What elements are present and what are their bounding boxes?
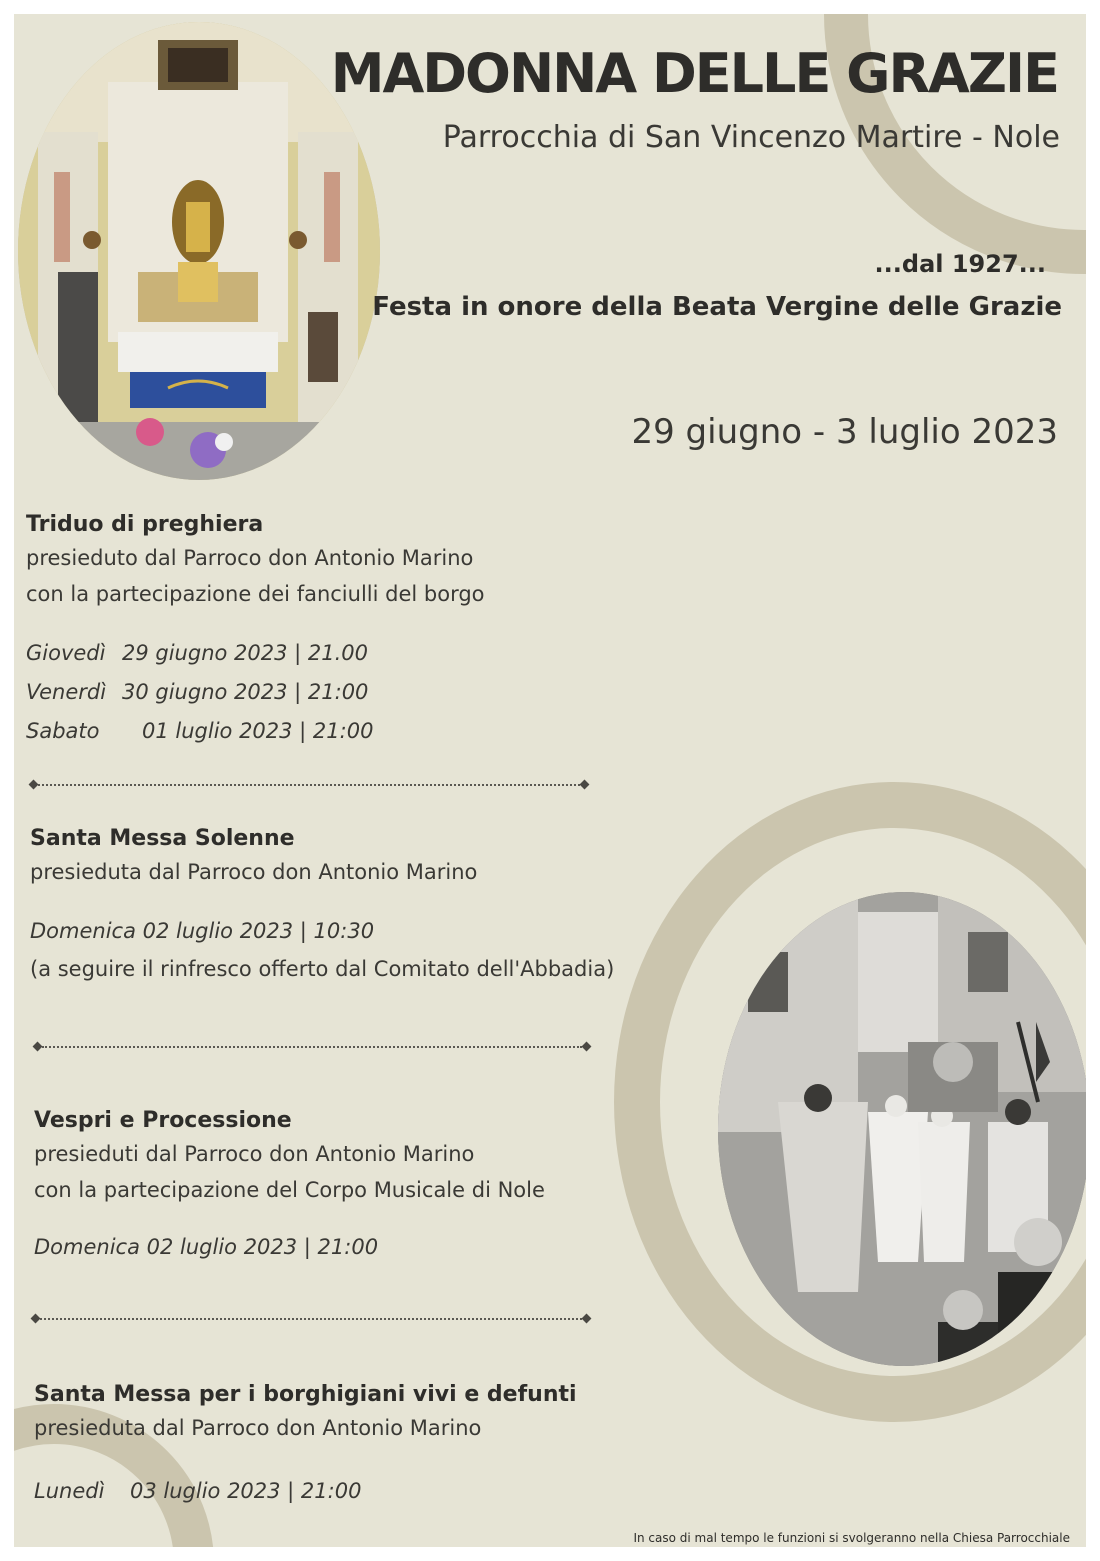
section-line: presieduta dal Parroco don Antonio Marino [30,860,478,884]
event-dates: 29 giugno - 3 luglio 2023 [631,412,1058,452]
schedule [34,1228,674,1267]
schedule-row [30,912,670,951]
dotted-divider [34,1042,590,1052]
section-line: presieduti dal Parroco don Antonio Marino [34,1142,475,1166]
schedule-row [26,673,666,712]
schedule-row [26,712,666,751]
schedule [34,1472,674,1511]
festa-heading: Festa in onore della Beata Vergine delle Grazie [372,292,1062,322]
schedule-date: Domenica 02 luglio 2023 | 10:30 [30,919,375,943]
schedule-date: Domenica 02 luglio 2023 | 21:00 [34,1235,379,1259]
parish-subtitle: Parrocchia di San Vincenzo Martire - Nole [442,120,1060,155]
schedule [26,634,666,751]
schedule-date: 01 luglio 2023 | 21:00 [142,719,374,743]
schedule-day: Giovedì [26,641,106,665]
footer-note: In caso di mal tempo le funzioni si svolgeranno nella Chiesa Parrocchiale [633,1531,1070,1545]
section-line: con la partecipazione del Corpo Musicale di Nole [34,1178,545,1202]
poster [14,14,1086,1547]
section-title: Triduo di preghiera [26,512,264,537]
schedule-day: Venerdì [26,680,107,704]
dotted-divider [32,1314,590,1324]
section-line: presieduta dal Parroco don Antonio Marino [34,1416,482,1440]
section-santa-messa-borghigiani [34,1380,674,1511]
section-note: (a seguire il rinfresco offerto dal Comitato dell'Abbadia) [30,957,615,981]
page-title: MADONNA DELLE GRAZIE [330,42,1058,105]
schedule-day: Sabato [26,719,100,743]
altar-photo [18,22,380,480]
section-line: con la partecipazione dei fanciulli del borgo [26,582,485,606]
section-line: presieduto dal Parroco don Antonio Marino [26,546,474,570]
schedule-row [34,1472,674,1511]
section-vespri [34,1106,674,1267]
schedule-date: 30 giugno 2023 | 21:00 [122,680,369,704]
section-santa-messa-solenne [30,824,670,987]
schedule [30,912,670,951]
dotted-divider [30,780,588,790]
procession-photo [718,892,1086,1366]
section-title: Santa Messa per i borghigiani vivi e defunti [34,1382,577,1407]
section-triduo [26,510,666,751]
schedule-date: 29 giugno 2023 | 21.00 [122,641,369,665]
schedule-row [26,634,666,673]
since-year: ...dal 1927... [874,250,1046,278]
section-title: Vespri e Processione [34,1108,292,1133]
section-title: Santa Messa Solenne [30,826,295,851]
schedule-date: 03 luglio 2023 | 21:00 [130,1479,362,1503]
schedule-row [34,1228,674,1267]
schedule-day: Lunedì [34,1479,105,1503]
